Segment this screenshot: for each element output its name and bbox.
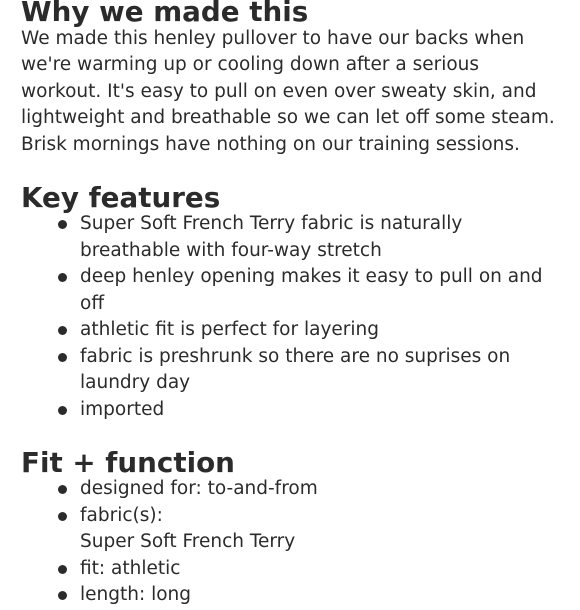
fit-text: fit: athletic [80, 557, 181, 579]
list-item [80, 503, 556, 556]
bullet-icon [58, 326, 67, 335]
feature-text: fabric is preshrunk so there are no suprises on laundry day [80, 345, 511, 393]
feature-text: athletic fit is perfect for layering [80, 319, 379, 340]
bullet-icon [58, 512, 67, 521]
feature-text: Super Soft French Terry fabric is naturally breathable with four-way stretch [80, 213, 463, 261]
list-item [80, 476, 556, 503]
bullet-icon [58, 565, 67, 574]
designed-for-text: designed for: to-and-from [80, 478, 318, 499]
list-item [80, 397, 556, 424]
why-we-made-this-text: We made this henley pullover to have our backs when we're warming up or cooling down after a serious workout. It's easy to pull on even over sweaty skin, and lightweight and breathable so we can let off some steam. Brisk mornings have nothing on our training sessions. [21, 27, 555, 155]
bullet-icon [58, 591, 67, 600]
fabric-value: Super Soft French Terry [80, 531, 296, 552]
why-we-made-this-heading: Why we made this [21, 0, 309, 28]
bullet-icon [58, 485, 67, 494]
list-item [80, 344, 556, 397]
length-text: length: long [80, 584, 192, 605]
list-item [80, 556, 556, 583]
list-item [80, 582, 556, 609]
bullet-icon [58, 220, 67, 229]
fabric-label: fabric(s): [80, 504, 163, 526]
fit-function-list [21, 476, 556, 609]
key-features-list [21, 211, 556, 423]
list-item [80, 264, 556, 317]
key-features-heading: Key features [21, 180, 221, 214]
feature-text: imported [80, 398, 165, 420]
bullet-icon [58, 353, 67, 362]
bullet-icon [58, 406, 67, 415]
feature-text: deep henley opening makes it easy to pull on and off [80, 266, 543, 314]
list-item [80, 317, 556, 344]
fit-function-heading: Fit + function [21, 445, 235, 479]
bullet-icon [58, 273, 67, 282]
list-item [80, 211, 556, 264]
